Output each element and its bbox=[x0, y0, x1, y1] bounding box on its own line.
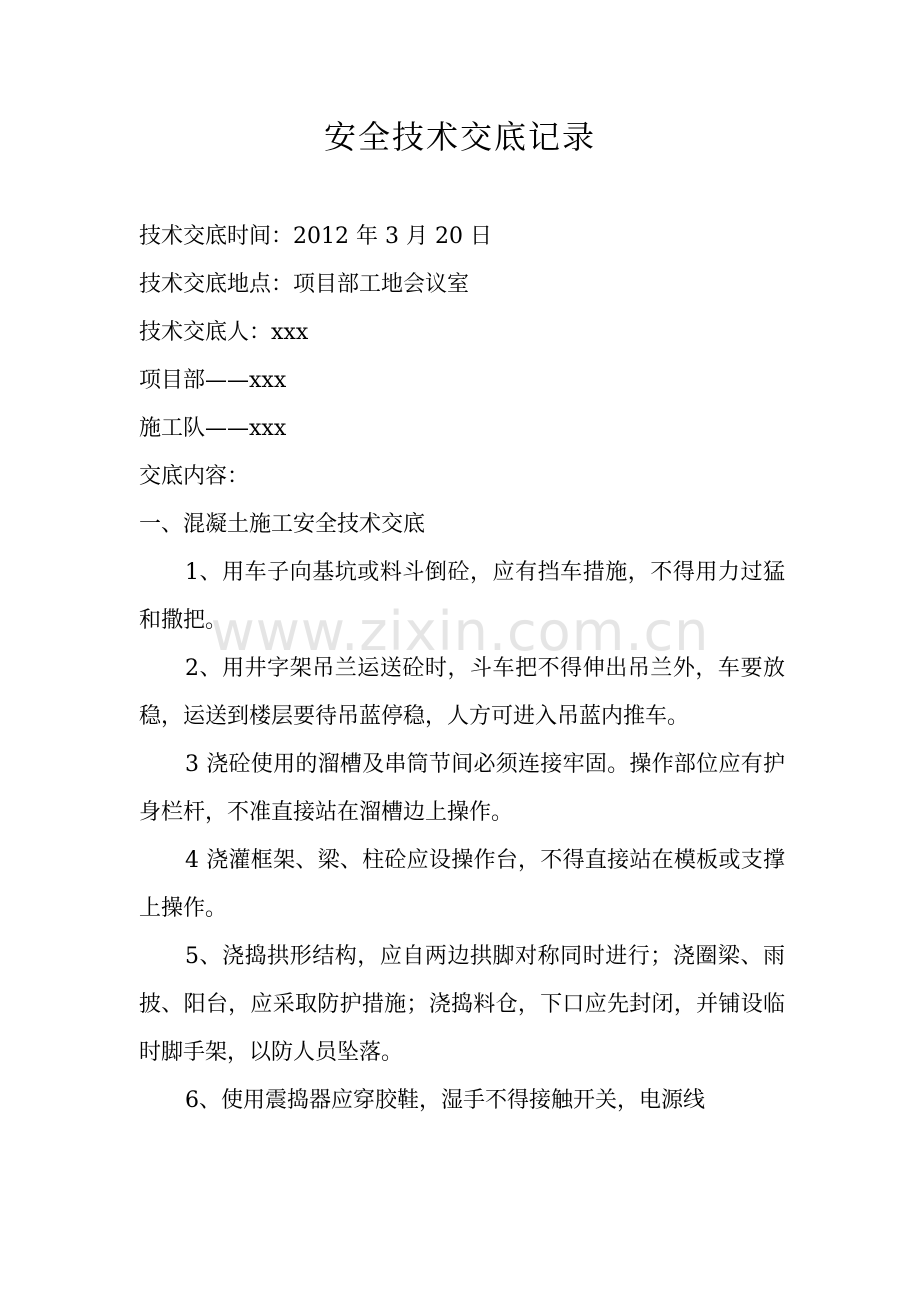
watermark: www.zixin.com.cn bbox=[210, 600, 710, 663]
paragraph-4: 4 浇灌框架、梁、柱砼应设操作台，不得直接站在模板或支撑上操作。 bbox=[139, 848, 785, 921]
meta-time: 技术交底时间：2012 年 3 月 20 日 bbox=[139, 224, 492, 249]
document-title: 安全技术交底记录 bbox=[323, 118, 596, 156]
paragraph-5: 5、浇捣拱形结构，应自两边拱脚对称同时进行；浇圈梁、雨披、阳台，应采取防护措施；浇捣料仓，下口应先封闭，并铺设临时脚手架，以防人员坠落。 bbox=[139, 944, 785, 1065]
paragraph-6: 6、使用震捣器应穿胶鞋，湿手不得接触开关，电源线 bbox=[185, 1088, 705, 1113]
document-body bbox=[139, 213, 785, 1125]
meta-project-dept: 项目部——xxx bbox=[139, 368, 287, 393]
paragraph-2: 2、用井字架吊兰运送砼时，斗车把不得伸出吊兰外，车要放稳，运送到楼层要待吊蓝停稳，人方可进入吊蓝内推车。 bbox=[139, 656, 785, 729]
paragraph-3: 3 浇砼使用的溜槽及串筒节间必须连接牢固。操作部位应有护身栏杆，不准直接站在溜槽边上操作。 bbox=[139, 752, 785, 825]
meta-team: 施工队——xxx bbox=[139, 416, 287, 441]
paragraph-1: 1、用车子向基坑或料斗倒砼，应有挡车措施，不得用力过猛和撒把。 bbox=[139, 560, 785, 633]
meta-person: 技术交底人：xxx bbox=[139, 320, 309, 345]
meta-place: 技术交底地点：项目部工地会议室 bbox=[139, 272, 470, 297]
content-label: 交底内容： bbox=[139, 464, 250, 489]
section-heading: 一、混凝土施工安全技术交底 bbox=[139, 512, 426, 537]
